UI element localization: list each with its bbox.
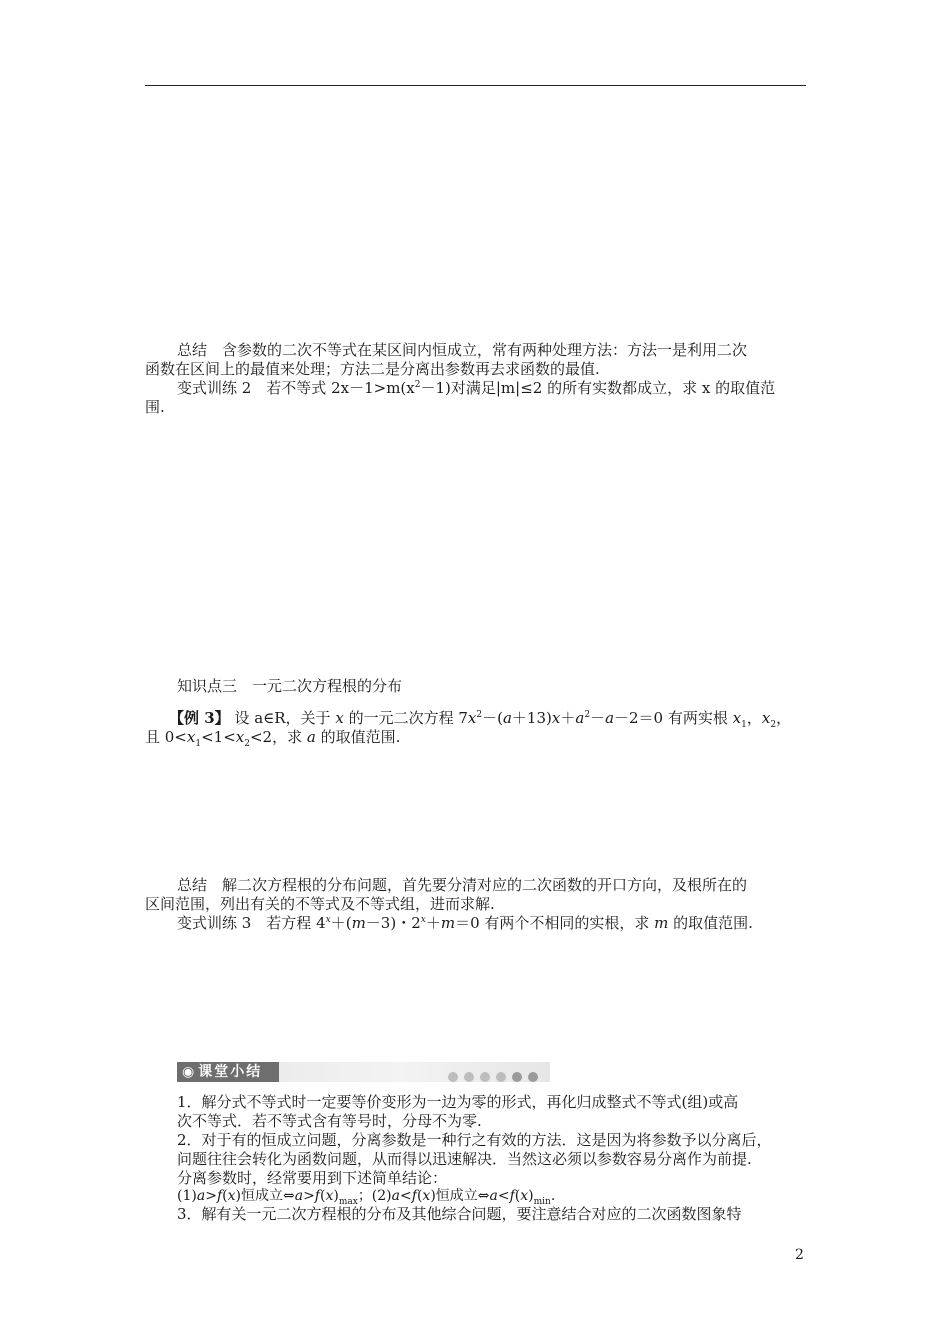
dot-icon	[496, 1072, 506, 1082]
ex3-text: －2＝0 有两实根	[614, 709, 733, 727]
dot-icon	[480, 1072, 490, 1082]
f-text: .	[550, 1188, 556, 1204]
f-sub: min	[533, 1196, 551, 1207]
summary-2-line-1: 总结 解二次方程根的分布问题，首先要分清对应的二次函数的开口方向，及根所在的	[177, 876, 748, 894]
ex3-text: ，	[746, 709, 762, 727]
v3-var: m	[351, 914, 366, 932]
variant-2-text-a: 变式训练 2 若不等式 2x－1>m(x	[177, 379, 415, 397]
v3-text: ＋	[425, 914, 441, 932]
f-text: ；(2)	[357, 1188, 392, 1204]
v3-var: m	[440, 914, 456, 932]
ex3-var: x	[235, 728, 245, 746]
example-label: 【例 3】	[169, 709, 230, 727]
ex3-var: x	[761, 709, 771, 727]
class-summary-body	[145, 1093, 810, 1224]
ex3-var: x	[467, 709, 477, 727]
f-var: a	[391, 1188, 401, 1204]
summary-paragraph-2	[145, 876, 810, 933]
summary-item-2-line-3: 分离参数时，经常要用到下述简单结论：	[177, 1169, 448, 1187]
ex3-sub: 1	[195, 739, 202, 749]
example-3-line-1	[145, 709, 810, 728]
v3-exp: x	[325, 915, 331, 925]
f-var: x	[325, 1188, 334, 1204]
ex3-text: －	[590, 709, 606, 727]
ex3-var: x	[551, 709, 561, 727]
ex3-var: x	[732, 709, 742, 727]
class-summary-title: 课堂小结	[198, 1064, 263, 1080]
v3-exp: x	[420, 915, 426, 925]
summary-item-1-line-2: 次不等式．若不等式含有等号时，分母不为零.	[177, 1112, 482, 1130]
f-text: )恒成立⇔	[430, 1188, 490, 1204]
summary-item-3-line-1: 3．解有关一元二次方程根的分布及其他综合问题，要注意结合对应的二次函数图象特	[177, 1205, 742, 1223]
example-3-line-2	[145, 728, 810, 747]
summary-paragraph-1	[145, 341, 810, 417]
variant-2-exponent: 2	[414, 380, 421, 390]
f-var: a	[196, 1188, 206, 1204]
f-var: a	[294, 1188, 304, 1204]
class-summary-tab	[177, 1062, 279, 1082]
f-var: x	[227, 1188, 236, 1204]
example-3	[145, 709, 810, 747]
summary-1-line-1: 总结 含参数的二次不等式在某区间内恒成立，常有两种处理方法：方法一是利用二次	[177, 341, 748, 359]
knowledge-point-3	[145, 677, 810, 696]
ex3-text: －(	[482, 709, 503, 727]
v3-text: ＋(	[330, 914, 352, 932]
ex3-text: ，	[776, 709, 792, 727]
dot-icon	[528, 1072, 538, 1082]
ex3-text: ＋	[560, 709, 576, 727]
f-var: f	[216, 1188, 223, 1204]
ex3-sub: 2	[770, 720, 777, 730]
header-rule	[145, 85, 806, 86]
ex3-text: 的一元二次方程 7	[343, 709, 468, 727]
ex3-var: a	[605, 709, 615, 727]
ex3-text: ＋13)	[511, 709, 552, 727]
decorative-dots	[442, 1067, 538, 1077]
page-number: 2	[795, 1247, 804, 1263]
f-var: x	[422, 1188, 431, 1204]
ex3-text: 且 0<	[145, 728, 187, 746]
v3-var: m	[654, 914, 669, 932]
ex3-var: a	[575, 709, 585, 727]
summary-item-2-formula: (1)a>f(x)恒成立$\Leftrightarrow a>f(x)_{max}$；(2)a<f(x)恒成立$\Leftrightarrow a<f(x)_{min}$.	[177, 1188, 556, 1207]
v3-text: 的取值范围.	[668, 914, 753, 932]
f-text: >	[303, 1188, 315, 1204]
ex3-var: a	[502, 709, 512, 727]
summary-item-2-line-1: 2．对于有的恒成立问题，分离参数是一种行之有效的方法．这是因为将参数予以分离后，	[177, 1131, 772, 1149]
ex3-text: <1<	[201, 728, 236, 746]
f-text: (1)	[177, 1188, 197, 1204]
f-text: )恒成立⇔	[235, 1188, 295, 1204]
ex3-var: x	[186, 728, 196, 746]
f-text: <	[400, 1188, 412, 1204]
variant-2-text-b: －1)对满足|m|≤2 的所有实数都成立，求 x 的取值范	[420, 379, 776, 397]
v3-text: －3)・2	[365, 914, 421, 932]
circle-dot-icon: ◉	[182, 1064, 195, 1080]
f-text: >	[205, 1188, 217, 1204]
ex3-exp: 2	[584, 710, 591, 720]
v3-text: ＝0 有两个不相同的实根，求	[455, 914, 655, 932]
ex3-var: a	[306, 728, 316, 746]
ex3-text: 设 a∈R，关于	[234, 709, 336, 727]
dot-icon	[464, 1072, 474, 1082]
f-text: <	[497, 1188, 510, 1204]
f-text: (	[319, 1188, 326, 1204]
v3-text: 变式训练 3 若方程 4	[177, 914, 326, 932]
ex3-var: x	[335, 709, 344, 727]
variant-training-3	[145, 914, 810, 933]
variant-2-line-2: 围.	[145, 398, 165, 416]
f-text: (	[416, 1188, 423, 1204]
summary-item-2-line-2: 问题往往会转化为函数问题，从而得以迅速解决．当然这必须以参数容易分离作为前提.	[177, 1150, 752, 1168]
f-text: (	[222, 1188, 228, 1204]
ex3-text: <2，求	[249, 728, 307, 746]
f-var: a	[489, 1188, 498, 1204]
summary-2-line-2: 区间范围，列出有关的不等式及不等式组，进而求解.	[145, 895, 495, 913]
f-sub: max	[338, 1196, 358, 1207]
variant-training-2	[145, 379, 810, 398]
dot-icon	[512, 1072, 522, 1082]
ex3-text: 的取值范围.	[315, 728, 401, 746]
dot-icon	[448, 1072, 458, 1082]
f-var: f	[411, 1188, 417, 1204]
f-var: f	[509, 1188, 515, 1204]
f-var: f	[314, 1188, 320, 1204]
summary-item-1-line-1: 1．解分式不等式时一定要等价变形为一边为零的形式，再化归成整式不等式(组)或高	[177, 1093, 739, 1111]
f-text: (	[514, 1188, 521, 1204]
class-summary-banner	[177, 1062, 550, 1082]
f-var: x	[520, 1188, 529, 1204]
summary-1-line-2: 函数在区间上的最值来处理；方法二是分离出参数再去求函数的最值.	[145, 360, 600, 378]
section-heading: 知识点三 一元二次方程根的分布	[177, 677, 403, 695]
ex3-exp: 2	[476, 710, 483, 720]
ex3-sub: 2	[244, 739, 250, 749]
ex3-sub: 1	[741, 720, 747, 730]
